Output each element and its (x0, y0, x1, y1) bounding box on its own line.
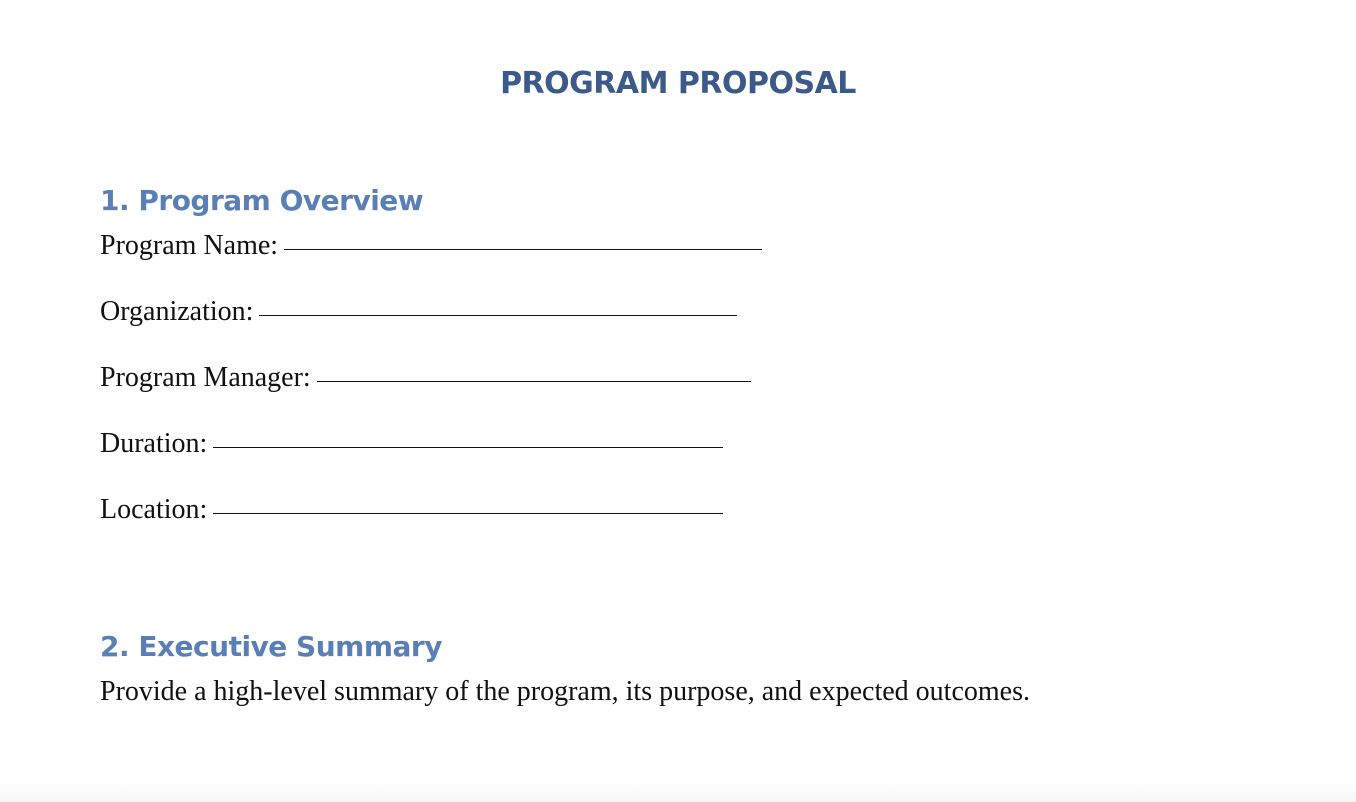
page-bottom-edge (0, 780, 1356, 802)
field-program-name (100, 230, 762, 262)
section-heading-program-overview: 1. Program Overview (100, 184, 424, 217)
fill-in-blank[interactable] (259, 314, 737, 316)
fill-in-blank[interactable] (213, 512, 723, 514)
fill-in-blank[interactable] (317, 380, 751, 382)
field-organization (100, 296, 737, 328)
field-program-manager (100, 362, 751, 394)
fill-in-blank[interactable] (284, 248, 762, 250)
executive-summary-text: Provide a high-level summary of the program, its purpose, and expected outcomes. (100, 676, 1030, 707)
field-location (100, 494, 723, 526)
field-label: Program Manager: (100, 362, 311, 393)
section-heading-executive-summary: 2. Executive Summary (100, 630, 442, 663)
field-duration (100, 428, 723, 460)
field-label: Program Name: (100, 230, 279, 261)
field-label: Duration: (100, 428, 208, 459)
field-label: Organization: (100, 296, 254, 327)
fill-in-blank[interactable] (213, 446, 723, 448)
field-label: Location: (100, 494, 208, 525)
document-title: PROGRAM PROPOSAL (500, 66, 856, 101)
